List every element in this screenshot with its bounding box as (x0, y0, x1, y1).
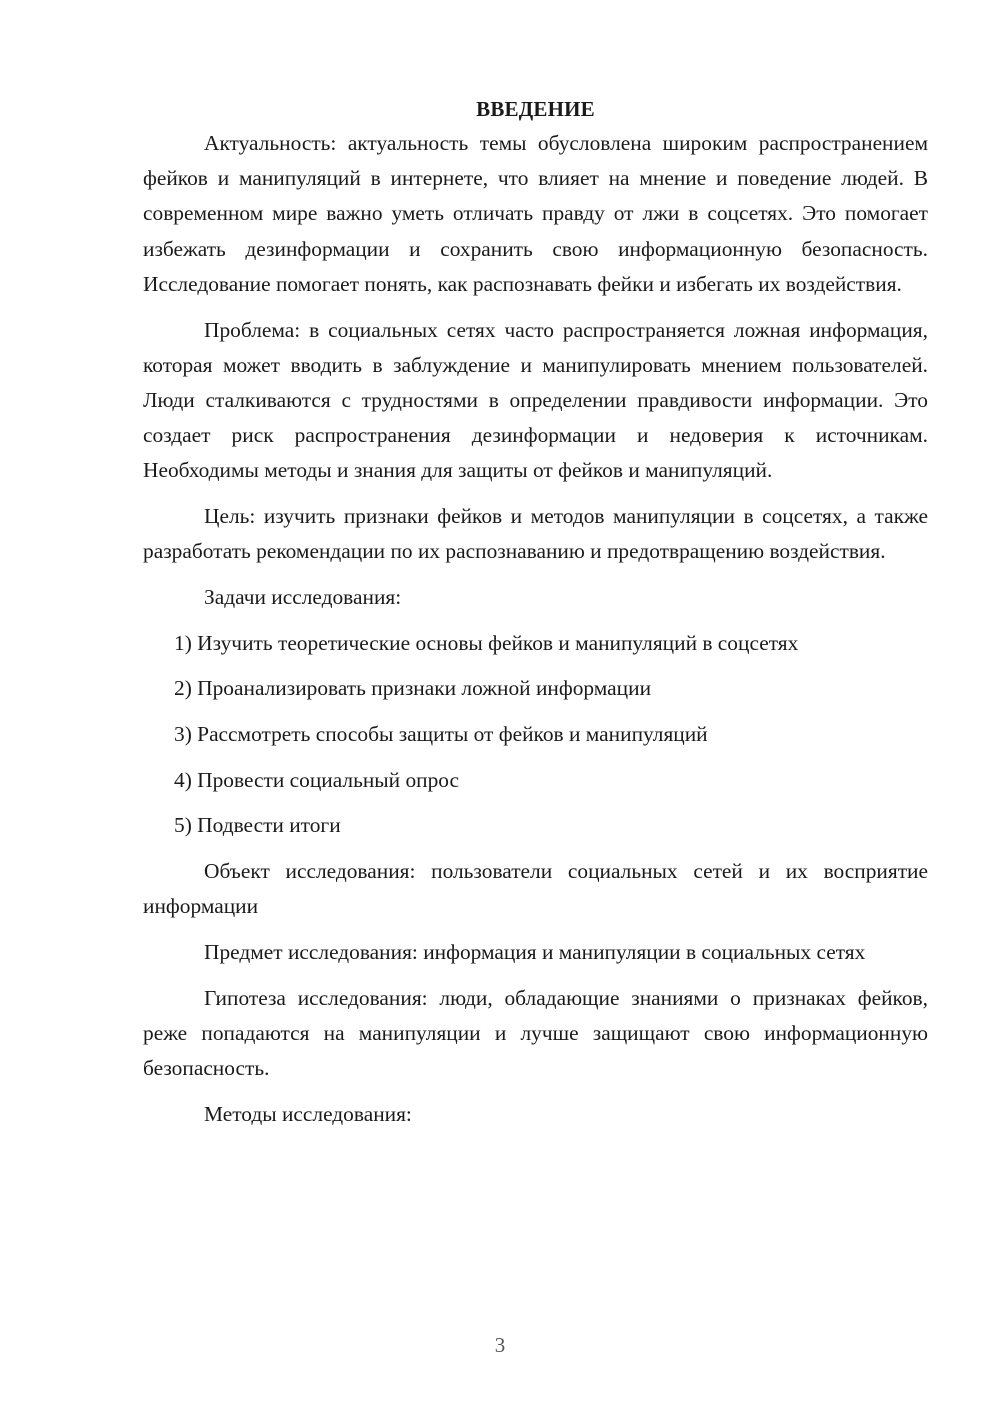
task-item: 4) Провести социальный опрос (174, 767, 460, 792)
tasks-title: Задачи исследования: (204, 584, 402, 609)
task-item: 3) Рассмотреть способы защиты от фейков и манипуляций (174, 722, 708, 747)
section-heading: ВВЕДЕНИЕ (476, 97, 595, 121)
goal-paragraph: Цель: изучить признаки фейков и методов манипуляции в соцсетях, а также разработать рекомендации по их распознаванию и предотвращению воздействия. (143, 504, 928, 564)
task-item: 5) Подвести итоги (174, 813, 341, 838)
page-number: 3 (494, 1333, 506, 1357)
relevance-paragraph: Актуальность: актуальность темы обусловлена широким распространением фейков и манипуляций в интернете, что влияет на мнение и поведение людей. В современном мире важно уметь отличать правду от лжи в соцсетях. Это помогает избежать дезинформации и сохранить свою информационную безопасность. Исследование помогает понять, как распознавать фейки и избегать их воздействия. (143, 131, 928, 296)
methods-title: Методы исследования: (204, 1101, 412, 1126)
subject-paragraph: Предмет исследования: информация и манипуляции в социальных сетях (204, 940, 866, 965)
task-item: 1) Изучить теоретические основы фейков и манипуляций в соцсетях (174, 630, 799, 655)
document-page (143, 92, 928, 1143)
task-item: 2) Проанализировать признаки ложной информации (174, 676, 652, 701)
tasks-list (143, 626, 928, 844)
object-paragraph: Объект исследования: пользователи социальных сетей и их восприятие информации (143, 859, 928, 919)
hypothesis-paragraph: Гипотеза исследования: люди, обладающие знаниями о признаках фейков, реже попадаются на манипуляции и лучше защищают свою информационную безопасность. (143, 985, 928, 1081)
problem-paragraph: Проблема: в социальных сетях часто распространяется ложная информация, которая может вводить в заблуждение и манипулировать мнением пользователей. Люди сталкиваются с трудностями в определении правдивости информации. Это создает риск распространения дезинформации и недоверия к источникам. Необходимы методы и знания для защиты от фейков и манипуляций. (143, 317, 928, 483)
